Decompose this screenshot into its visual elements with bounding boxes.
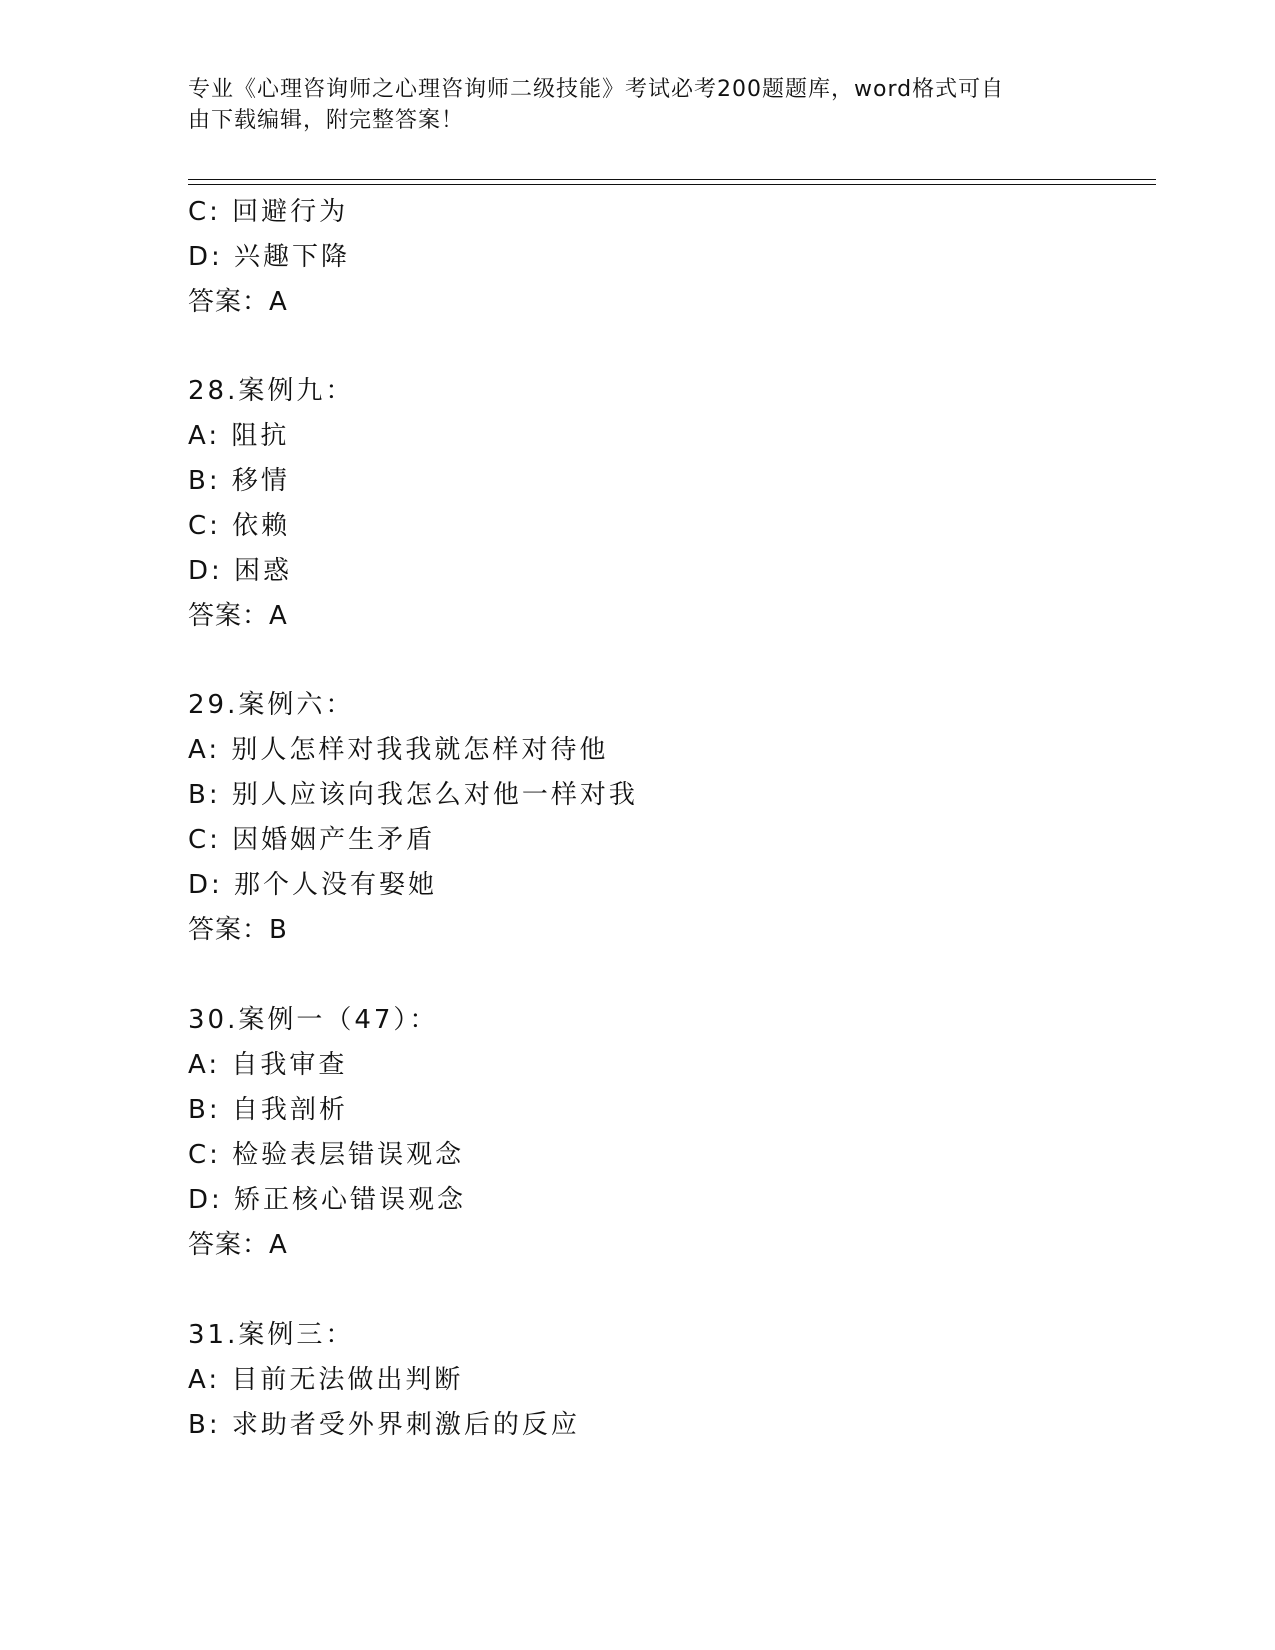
- answer-line: 答案：A: [188, 1230, 288, 1260]
- option-b: B: 求助者受外界刺激后的反应: [188, 1410, 580, 1440]
- answer-line: 答案：A: [188, 601, 288, 631]
- option-d: D: 困惑: [188, 556, 293, 586]
- header-divider-bottom: [188, 184, 1156, 185]
- option-d: D: 那个人没有娶她: [188, 870, 438, 900]
- answer-line: 答案：A: [188, 287, 288, 317]
- header-divider-top: [188, 179, 1156, 180]
- option-c: C: 检验表层错误观念: [188, 1140, 465, 1170]
- question-31: 31.案例三：: [188, 1320, 355, 1350]
- option-b: B: 移情: [188, 466, 290, 496]
- option-a: A: 阻抗: [188, 421, 290, 451]
- option-a: A: 别人怎样对我我就怎样对待他: [188, 735, 609, 765]
- option-b: B: 别人应该向我怎么对他一样对我: [188, 780, 638, 810]
- header-line-1: 专业《心理咨询师之心理咨询师二级技能》考试必考200题题库，word格式可自: [188, 77, 1005, 102]
- option-c: C: 因婚姻产生矛盾: [188, 825, 436, 855]
- option-b: B: 自我剖析: [188, 1095, 348, 1125]
- header-line-2: 由下载编辑，附完整答案！: [188, 108, 465, 133]
- question-28: 28.案例九：: [188, 376, 355, 406]
- document-header: [188, 74, 1068, 136]
- answer-line: 答案：B: [188, 915, 288, 945]
- option-a: A: 目前无法做出判断: [188, 1365, 464, 1395]
- question-29: 29.案例六：: [188, 690, 355, 720]
- option-d: D: 矫正核心错误观念: [188, 1185, 467, 1215]
- option-a: A: 自我审查: [188, 1050, 348, 1080]
- option-c: C: 回避行为: [188, 197, 349, 227]
- option-c: C: 依赖: [188, 511, 291, 541]
- question-30: 30.案例一（47）：: [188, 1005, 439, 1035]
- option-d: D: 兴趣下降: [188, 242, 351, 272]
